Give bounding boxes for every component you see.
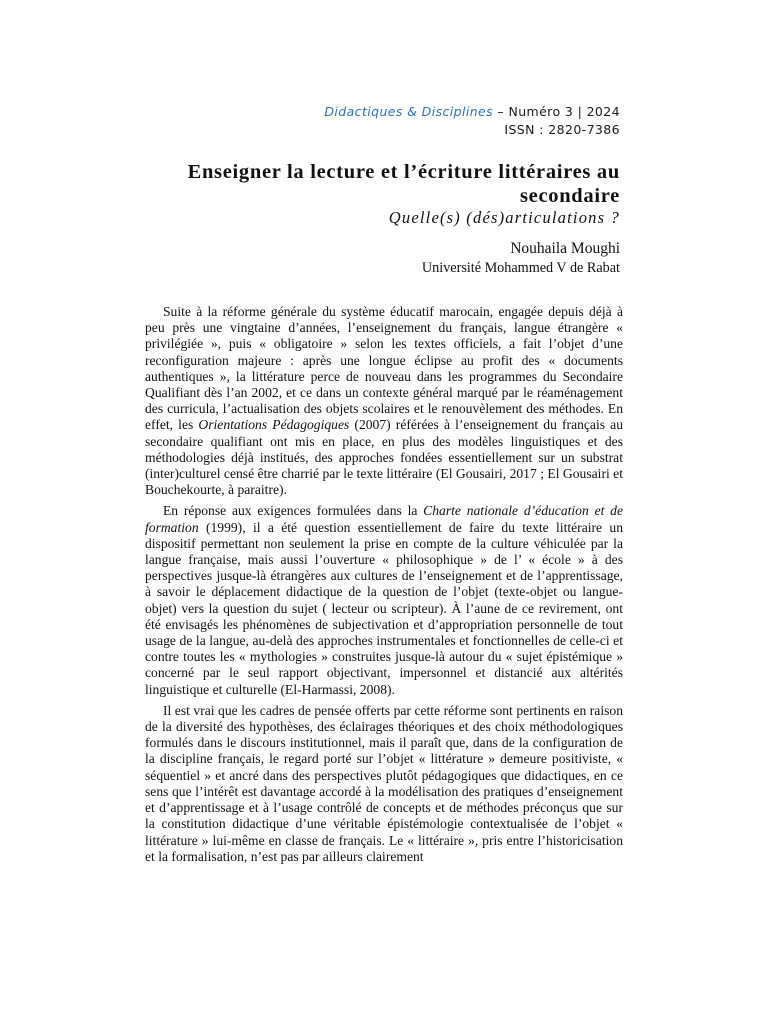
paragraph-1-text-a: Suite à la réforme générale du système éducatif marocain, engagée depuis déjà à peu près une vingtaine d’années, l’enseignement du français, langue étrangère « privilégiée », puis « obligatoire » selon les textes officiels, a fait l’objet d’une reconfiguration majeure : après une longue éclipse au profit des « documents authentiques », la littérature perce de nouveau dans les programmes du Secondaire Qualifiant dès l’an 2002, et ce dans un contexte général marqué par le réaménagement des curricula, l’actualisation des objets scolaires et le renouvèlement des méthodes. En effet, les <box>145 304 623 433</box>
article-title: Enseigner la lecture et l’écriture littéraires au secondaire <box>187 161 620 207</box>
paragraph-2-emphasis: Charte nationale d’éducation et de formation <box>145 503 623 535</box>
author-name: Nouhaila Moughi <box>510 240 620 257</box>
paragraph-1-text-b: (2007) référées à l’enseignement du français au secondaire qualifiant ont mis en place, en plus des modèles linguistiques et des méthodologies déjà institués, des approches fondées essentiellement sur un substrat (inter)culturel censé être charrié par le texte littéraire (El Gousairi, 2017 ; El Gousairi et Bouchekourte, à paraitre). <box>145 417 623 498</box>
paragraph-3: Il est vrai que les cadres de pensée offerts par cette réforme sont pertinents en raison de la diversité des hypothèses, des éclairages théoriques et des choix méthodologiques formulés dans le discours institutionnel, mais il paraît que, dans de la configuration de la discipline français, le regard porté sur l’objet « littérature » demeure positiviste, « séquentiel » et ancré dans des perspectives plutôt pédagogiques que didactiques, en ce sens que l’intérêt est davantage accordé à la modélisation des pratiques d’enseignement et d’apprentissage et à l’usage contrôlé de concepts et de méthodes préconçus que sur la constitution didactique d’une véritable épistémologie contextualisée de l’objet « littérature » lui-même en classe de français. Le « littéraire », pris entre l’historicisation et la formalisation, n’est pas par ailleurs clairement <box>145 702 623 864</box>
journal-header <box>324 103 620 139</box>
author-affiliation: Université Mohammed V de Rabat <box>421 260 620 276</box>
article-body <box>145 304 623 870</box>
paragraph-1 <box>145 304 623 498</box>
issn: ISSN : 2820-7386 <box>504 122 620 137</box>
article-subtitle: Quelle(s) (dés)articulations ? <box>388 208 620 227</box>
issue-number: – Numéro 3 | 2024 <box>493 104 620 119</box>
journal-name: Didactiques & Disciplines <box>324 104 494 119</box>
title-block <box>100 160 620 228</box>
author-block <box>422 239 620 277</box>
paragraph-1-emphasis: Orientations Pédagogiques <box>198 417 350 433</box>
journal-issue-line <box>324 103 620 121</box>
paragraph-2-text-b: (1999), il a été question essentiellement de faire du texte littéraire un dispositif permettant non seulement la prise en compte de la culture véhiculée par la langue française, mais aussi l’ouverture « philosophique » de l’ « école » à des perspectives jusque-là étrangères aux cultures de l’enseignement et de l’apprentissage, à savoir le déplacement didactique de la question de l’objet (texte-objet ou langue-objet) vers la question du sujet ( lecteur ou scripteur). À l’aune de ce revirement, ont été envisagés les phénomènes de subjectivation et d’appropriation personnelle de tout usage de la langue, au-delà des approches instrumentales et fonctionnelles de celle-ci et contre toutes les « mythologies » construites jusque-là autour du « sujet épistémique » concerné par le seul rapport objectivant, impersonnel et distancié aux altérités linguistique et culturelle (El-Harmassi, 2008). <box>145 519 623 697</box>
paragraph-2 <box>145 503 623 697</box>
paragraph-2-text-a: En réponse aux exigences formulées dans la <box>163 503 424 519</box>
